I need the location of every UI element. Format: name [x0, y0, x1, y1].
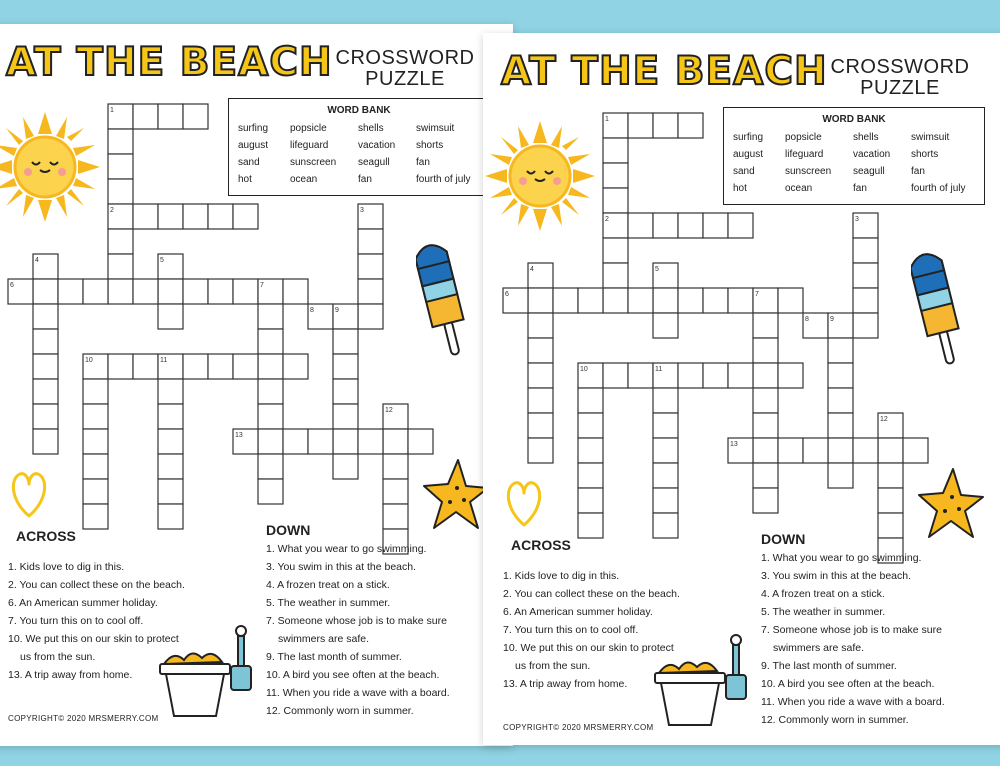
crossword-cell[interactable]: [653, 388, 678, 413]
shovel-icon: [721, 633, 751, 703]
crossword-cell[interactable]: [528, 413, 553, 438]
crossword-cell[interactable]: [853, 263, 878, 288]
crossword-cell[interactable]: [628, 113, 653, 138]
crossword-cell[interactable]: [753, 438, 778, 463]
crossword-cell[interactable]: [183, 204, 208, 229]
crossword-cell[interactable]: [603, 188, 628, 213]
copyright-text: COPYRIGHT© 2020 MRSMERRY.COM: [503, 723, 654, 732]
crossword-cell[interactable]: [703, 288, 728, 313]
crossword-cell[interactable]: [208, 204, 233, 229]
crossword-cell[interactable]: [528, 338, 553, 363]
word-bank-word: fan: [358, 174, 372, 185]
crossword-cell[interactable]: [83, 279, 108, 304]
subtitle-line-2: PUZZLE: [365, 68, 445, 90]
down-clue: swimmers are safe.: [278, 633, 370, 645]
crossword-cell[interactable]: [108, 179, 133, 204]
sand-bucket-icon: [651, 651, 729, 729]
puzzle-title: AT THE BEACH: [6, 40, 333, 85]
crossword-cell[interactable]: [33, 354, 58, 379]
across-heading: ACROSS: [511, 537, 571, 553]
across-clue: 7. You turn this on to cool off.: [8, 615, 144, 627]
crossword-cell[interactable]: [333, 329, 358, 354]
word-bank-word: shells: [358, 123, 384, 134]
clue-number: 3: [855, 216, 859, 223]
clue-number: 10: [580, 366, 588, 373]
crossword-cell[interactable]: [358, 279, 383, 304]
crossword-cell[interactable]: [653, 438, 678, 463]
down-heading: DOWN: [761, 531, 806, 547]
down-clue: 10. A bird you see often at the beach.: [266, 669, 440, 681]
crossword-cell[interactable]: [258, 429, 283, 454]
down-clue: 1. What you wear to go swimming.: [266, 543, 427, 555]
word-bank-word: ocean: [785, 183, 813, 194]
crossword-cell[interactable]: [158, 454, 183, 479]
crossword-cell[interactable]: [728, 363, 753, 388]
word-bank-word: lifeguard: [290, 140, 329, 151]
crossword-cell[interactable]: [158, 479, 183, 504]
across-clue: 6. An American summer holiday.: [8, 597, 158, 609]
crossword-cell[interactable]: [753, 463, 778, 488]
word-bank-word: shorts: [416, 140, 444, 151]
crossword-cell[interactable]: [33, 379, 58, 404]
crossword-cell[interactable]: [853, 438, 878, 463]
crossword-cell[interactable]: [753, 413, 778, 438]
crossword-cell[interactable]: [358, 304, 383, 329]
crossword-cell[interactable]: [208, 354, 233, 379]
crossword-cell[interactable]: [233, 279, 258, 304]
crossword-cell[interactable]: [653, 413, 678, 438]
crossword-cell[interactable]: [108, 229, 133, 254]
crossword-cell[interactable]: [33, 304, 58, 329]
crossword-cell[interactable]: [358, 254, 383, 279]
crossword-cell[interactable]: [158, 504, 183, 529]
crossword-cell[interactable]: [603, 238, 628, 263]
clue-number: 3: [360, 207, 364, 214]
across-clue: 2. You can collect these on the beach.: [8, 579, 185, 591]
crossword-cell[interactable]: [258, 454, 283, 479]
crossword-cell[interactable]: [233, 354, 258, 379]
crossword-cell[interactable]: [333, 354, 358, 379]
down-clue: 4. A frozen treat on a stick.: [266, 579, 390, 591]
across-clue: 10. We put this on our skin to protect: [8, 633, 179, 645]
word-bank-word: popsicle: [785, 132, 822, 143]
crossword-cell[interactable]: [828, 338, 853, 363]
crossword-cell[interactable]: [603, 288, 628, 313]
crossword-cell[interactable]: [528, 438, 553, 463]
across-clue: 13. A trip away from home.: [503, 678, 628, 690]
down-clue-list: [761, 549, 945, 729]
crossword-cell[interactable]: [308, 429, 333, 454]
word-bank-word: popsicle: [290, 123, 327, 134]
across-clue: 10. We put this on our skin to protect: [503, 642, 674, 654]
crossword-cell[interactable]: [33, 429, 58, 454]
crossword-cell[interactable]: [603, 263, 628, 288]
crossword-cell[interactable]: [753, 488, 778, 513]
word-bank-word: fan: [853, 183, 867, 194]
crossword-cell[interactable]: [528, 388, 553, 413]
crossword-cell[interactable]: [283, 429, 308, 454]
crossword-cell[interactable]: [383, 429, 408, 454]
word-bank-word: sunscreen: [785, 166, 832, 177]
crossword-cell[interactable]: [83, 379, 108, 404]
across-clue: 6. An American summer holiday.: [503, 606, 653, 618]
down-clue: 9. The last month of summer.: [266, 651, 402, 663]
word-bank-word: swimsuit: [911, 132, 950, 143]
crossword-cell[interactable]: [83, 454, 108, 479]
down-clue-list: [266, 540, 450, 720]
crossword-cell[interactable]: [108, 154, 133, 179]
word-bank-word: fan: [416, 157, 430, 168]
crossword-cell[interactable]: [728, 213, 753, 238]
word-bank-word: sand: [238, 157, 260, 168]
crossword-cell[interactable]: [653, 513, 678, 538]
crossword-cell[interactable]: [133, 279, 158, 304]
crossword-cell[interactable]: [183, 354, 208, 379]
across-clue: 1. Kids love to dig in this.: [8, 561, 125, 573]
crossword-cell[interactable]: [333, 454, 358, 479]
clue-number: 5: [160, 257, 164, 264]
shovel-icon: [226, 624, 256, 694]
clue-number: 12: [385, 407, 393, 414]
down-clue: 7. Someone whose job is to make sure: [266, 615, 447, 627]
crossword-cell[interactable]: [158, 379, 183, 404]
crossword-cell[interactable]: [108, 129, 133, 154]
down-clue: 1. What you wear to go swimming.: [761, 552, 922, 564]
crossword-cell[interactable]: [333, 379, 358, 404]
word-bank-word: hot: [733, 183, 747, 194]
word-bank-word: vacation: [358, 140, 396, 151]
crossword-cell[interactable]: [728, 288, 753, 313]
crossword-cell[interactable]: [158, 404, 183, 429]
crossword-cell[interactable]: [33, 404, 58, 429]
crossword-cell[interactable]: [603, 363, 628, 388]
crossword-cell[interactable]: [158, 279, 183, 304]
crossword-cell[interactable]: [258, 404, 283, 429]
down-clue: 12. Commonly worn in summer.: [266, 705, 414, 717]
crossword-cell[interactable]: [853, 288, 878, 313]
crossword-cell[interactable]: [653, 113, 678, 138]
across-clue: 7. You turn this on to cool off.: [503, 624, 639, 636]
crossword-cell[interactable]: [108, 354, 133, 379]
word-bank-word: shorts: [911, 149, 939, 160]
crossword-cell[interactable]: [653, 488, 678, 513]
word-bank-word: shells: [853, 132, 879, 143]
crossword-cell[interactable]: [628, 288, 653, 313]
crossword-cell[interactable]: [628, 363, 653, 388]
worksheet-right: [483, 33, 1000, 745]
crossword-cell[interactable]: [578, 438, 603, 463]
crossword-cell[interactable]: [778, 363, 803, 388]
crossword-cell[interactable]: [33, 329, 58, 354]
word-bank-word: sand: [733, 166, 755, 177]
crossword-cell[interactable]: [703, 363, 728, 388]
down-clue: 3. You swim in this at the beach.: [266, 561, 417, 573]
down-heading: DOWN: [266, 522, 311, 538]
across-clue: 13. A trip away from home.: [8, 669, 133, 681]
across-clue: 2. You can collect these on the beach.: [503, 588, 680, 600]
word-bank-word: vacation: [853, 149, 891, 160]
down-clue: 12. Commonly worn in summer.: [761, 714, 909, 726]
clue-number: 11: [160, 357, 168, 364]
crossword-cell[interactable]: [158, 204, 183, 229]
crossword-cell[interactable]: [333, 404, 358, 429]
crossword-cell[interactable]: [208, 279, 233, 304]
crossword-cell[interactable]: [528, 313, 553, 338]
down-clue: 3. You swim in this at the beach.: [761, 570, 912, 582]
popsicle-icon: [416, 234, 468, 364]
crossword-cell[interactable]: [158, 104, 183, 129]
crossword-cell[interactable]: [703, 213, 728, 238]
crossword-cell[interactable]: [133, 104, 158, 129]
sand-bucket-icon: [156, 642, 234, 720]
crossword-cell[interactable]: [83, 404, 108, 429]
crossword-cell[interactable]: [258, 479, 283, 504]
clue-number: 1: [605, 116, 609, 123]
crossword-cell[interactable]: [258, 329, 283, 354]
word-bank-word: surfing: [733, 132, 764, 143]
crossword-cell[interactable]: [283, 354, 308, 379]
crossword-cell[interactable]: [753, 313, 778, 338]
clue-number: 7: [755, 291, 759, 298]
copyright-text: COPYRIGHT© 2020 MRSMERRY.COM: [8, 714, 159, 723]
crossword-cell[interactable]: [383, 504, 408, 529]
crossword-cell[interactable]: [158, 429, 183, 454]
word-bank-word: hot: [238, 174, 252, 185]
word-bank-title: WORD BANK: [822, 114, 886, 125]
crossword-cell[interactable]: [408, 429, 433, 454]
crossword-cell[interactable]: [828, 438, 853, 463]
worksheet-left: [0, 24, 513, 746]
crossword-cell[interactable]: [878, 438, 903, 463]
clue-number: 13: [235, 432, 243, 439]
crossword-cell[interactable]: [878, 513, 903, 538]
crossword-cell[interactable]: [358, 229, 383, 254]
clue-number: 9: [335, 307, 339, 314]
down-clue: 9. The last month of summer.: [761, 660, 897, 672]
heart-icon: [8, 464, 50, 520]
crossword-cell[interactable]: [33, 279, 58, 304]
clue-number: 1: [110, 107, 114, 114]
crossword-cell[interactable]: [653, 288, 678, 313]
crossword-cell[interactable]: [383, 479, 408, 504]
word-bank-word: august: [238, 140, 269, 151]
crossword-cell[interactable]: [108, 254, 133, 279]
crossword-cell[interactable]: [653, 313, 678, 338]
crossword-cell[interactable]: [333, 429, 358, 454]
starfish-icon: [420, 456, 490, 536]
crossword-cell[interactable]: [528, 288, 553, 313]
crossword-cell[interactable]: [183, 104, 208, 129]
crossword-cell[interactable]: [183, 279, 208, 304]
crossword-cell[interactable]: [803, 438, 828, 463]
crossword-cell[interactable]: [83, 429, 108, 454]
down-clue: 11. When you ride a wave with a board.: [761, 696, 945, 708]
word-bank-word: lifeguard: [785, 149, 824, 160]
clue-number: 13: [730, 441, 738, 448]
crossword-cell[interactable]: [628, 213, 653, 238]
crossword-cell[interactable]: [653, 213, 678, 238]
puzzle-title: AT THE BEACH: [501, 49, 828, 94]
down-clue: 11. When you ride a wave with a board.: [266, 687, 450, 699]
word-bank-word: seagull: [853, 166, 885, 177]
crossword-cell[interactable]: [258, 354, 283, 379]
across-clue: us from the sun.: [20, 651, 96, 663]
word-bank-word: august: [733, 149, 764, 160]
crossword-cell[interactable]: [578, 288, 603, 313]
heart-icon: [503, 473, 545, 529]
subtitle-line-1: CROSSWORD: [335, 47, 475, 69]
word-bank-word: swimsuit: [416, 123, 455, 134]
crossword-cell[interactable]: [828, 363, 853, 388]
crossword-cell[interactable]: [678, 113, 703, 138]
crossword-cell[interactable]: [283, 279, 308, 304]
word-bank-word: fan: [911, 166, 925, 177]
crossword-cell[interactable]: [108, 279, 133, 304]
clue-number: 2: [605, 216, 609, 223]
clue-number: 5: [655, 266, 659, 273]
word-bank-word: fourth of july: [416, 174, 471, 185]
crossword-cell[interactable]: [528, 363, 553, 388]
crossword-cell[interactable]: [678, 288, 703, 313]
clue-number: 11: [655, 366, 663, 373]
crossword-cell[interactable]: [878, 463, 903, 488]
crossword-cell[interactable]: [383, 454, 408, 479]
crossword-cell[interactable]: [258, 304, 283, 329]
down-clue: 7. Someone whose job is to make sure: [761, 624, 942, 636]
crossword-cell[interactable]: [853, 313, 878, 338]
crossword-cell[interactable]: [233, 204, 258, 229]
across-clue: us from the sun.: [515, 660, 591, 672]
subtitle-line-2: PUZZLE: [860, 77, 940, 99]
crossword-cell[interactable]: [753, 388, 778, 413]
popsicle-icon: [911, 243, 963, 373]
crossword-cell[interactable]: [578, 513, 603, 538]
down-clue: 5. The weather in summer.: [761, 606, 886, 618]
across-clue: 1. Kids love to dig in this.: [503, 570, 620, 582]
across-heading: ACROSS: [16, 528, 76, 544]
crossword-cell[interactable]: [578, 388, 603, 413]
clue-number: 8: [805, 316, 809, 323]
clue-number: 2: [110, 207, 114, 214]
clue-number: 4: [530, 266, 534, 273]
down-clue: 5. The weather in summer.: [266, 597, 391, 609]
crossword-cell[interactable]: [578, 488, 603, 513]
down-clue: 10. A bird you see often at the beach.: [761, 678, 935, 690]
crossword-cell[interactable]: [878, 488, 903, 513]
crossword-cell[interactable]: [653, 463, 678, 488]
word-bank-word: seagull: [358, 157, 390, 168]
clue-number: 6: [10, 282, 14, 289]
crossword-cell[interactable]: [358, 429, 383, 454]
crossword-cell[interactable]: [753, 363, 778, 388]
down-clue: 4. A frozen treat on a stick.: [761, 588, 885, 600]
crossword-cell[interactable]: [778, 438, 803, 463]
word-bank-word: surfing: [238, 123, 269, 134]
crossword-cell[interactable]: [828, 388, 853, 413]
clue-number: 12: [880, 416, 888, 423]
crossword-cell[interactable]: [158, 304, 183, 329]
crossword-cell[interactable]: [578, 413, 603, 438]
crossword-cell[interactable]: [83, 504, 108, 529]
crossword-cell[interactable]: [553, 288, 578, 313]
clue-number: 6: [505, 291, 509, 298]
crossword-cell[interactable]: [603, 138, 628, 163]
crossword-cell[interactable]: [828, 413, 853, 438]
clue-number: 4: [35, 257, 39, 264]
crossword-cell[interactable]: [753, 338, 778, 363]
crossword-cell[interactable]: [133, 354, 158, 379]
word-bank-word: sunscreen: [290, 157, 337, 168]
word-bank-word: ocean: [290, 174, 318, 185]
crossword-cell[interactable]: [853, 238, 878, 263]
crossword-cell[interactable]: [578, 463, 603, 488]
crossword-cell[interactable]: [133, 204, 158, 229]
crossword-cell[interactable]: [678, 363, 703, 388]
crossword-cell[interactable]: [258, 379, 283, 404]
crossword-cell[interactable]: [778, 288, 803, 313]
crossword-cell[interactable]: [678, 213, 703, 238]
crossword-cell[interactable]: [58, 279, 83, 304]
down-clue: swimmers are safe.: [773, 642, 865, 654]
crossword-cell[interactable]: [603, 163, 628, 188]
clue-number: 7: [260, 282, 264, 289]
starfish-icon: [915, 465, 985, 545]
crossword-cell[interactable]: [828, 463, 853, 488]
clue-number: 8: [310, 307, 314, 314]
clue-number: 9: [830, 316, 834, 323]
crossword-cell[interactable]: [83, 479, 108, 504]
subtitle-line-1: CROSSWORD: [830, 56, 970, 78]
word-bank-word: fourth of july: [911, 183, 966, 194]
word-bank-title: WORD BANK: [327, 105, 391, 116]
crossword-cell[interactable]: [903, 438, 928, 463]
clue-number: 10: [85, 357, 93, 364]
